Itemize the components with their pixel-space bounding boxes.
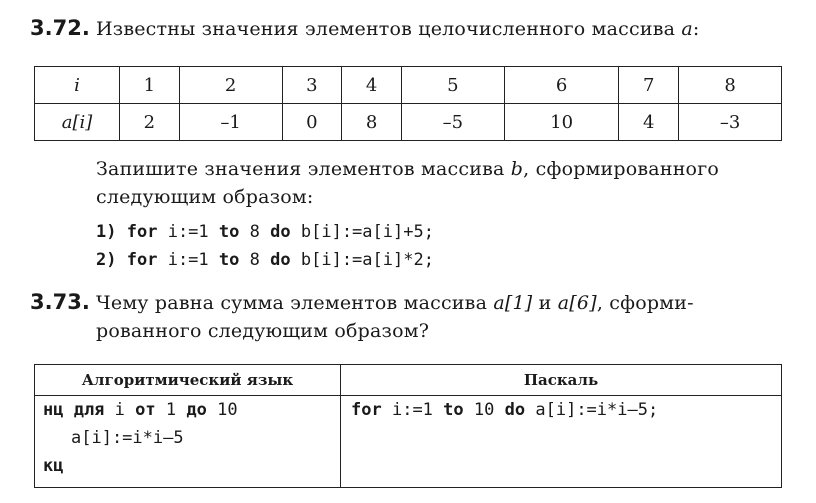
value-cell: 2 bbox=[120, 104, 180, 141]
value-cell: –3 bbox=[679, 104, 782, 141]
value-cell: –1 bbox=[179, 104, 282, 141]
alg-code-line-2: a[i]:=i*i–5 bbox=[71, 428, 184, 448]
code-init: i:=1 bbox=[391, 400, 433, 420]
array-ref-1: a[1] bbox=[493, 292, 533, 314]
index-cell: 3 bbox=[282, 67, 342, 104]
keyword-to: to bbox=[218, 250, 240, 270]
code-init: i:=1 bbox=[167, 250, 209, 270]
array-var-a: a bbox=[681, 18, 693, 40]
code-number: 2) bbox=[96, 250, 117, 270]
instruction-text-tail: , сформированного bbox=[523, 158, 719, 180]
value-row bbox=[35, 104, 782, 141]
keyword-for: for bbox=[126, 222, 158, 242]
alg-code-line-3: кц bbox=[43, 456, 64, 476]
index-cell: 7 bbox=[619, 67, 679, 104]
code-init: i:=1 bbox=[167, 222, 209, 242]
code-body: a[i]:=i*i–5; bbox=[535, 400, 659, 420]
col-pascal: Паскаль bbox=[341, 365, 782, 396]
conjunction: и bbox=[538, 292, 552, 314]
code-comparison-table bbox=[34, 364, 782, 488]
value-cell: 0 bbox=[282, 104, 342, 141]
colon: : bbox=[692, 18, 700, 40]
keyword-for: for bbox=[351, 400, 382, 420]
code-limit: 8 bbox=[249, 250, 260, 270]
keyword-do: do bbox=[270, 250, 291, 270]
code-line-1 bbox=[96, 222, 434, 242]
instruction-line-2: следующим образом: bbox=[96, 186, 314, 208]
problem-372-number: 3.72. bbox=[30, 16, 90, 40]
index-cell: 6 bbox=[504, 67, 619, 104]
index-cell: 5 bbox=[401, 67, 504, 104]
alg-code-line-1 bbox=[43, 400, 238, 420]
index-cell: 4 bbox=[342, 67, 402, 104]
keyword-to: to bbox=[218, 222, 240, 242]
value-cell: 4 bbox=[619, 104, 679, 141]
pascal-code-cell bbox=[341, 396, 782, 488]
problem-373-text-tail: , сформи- bbox=[596, 292, 694, 314]
index-header: i bbox=[35, 67, 120, 104]
keyword-to: to bbox=[443, 400, 464, 420]
instruction-line-1 bbox=[96, 158, 719, 180]
index-cell: 2 bbox=[179, 67, 282, 104]
code-line-2 bbox=[96, 250, 434, 270]
pascal-code-line bbox=[351, 400, 658, 420]
table-header-row bbox=[35, 365, 782, 396]
problem-373-line-1 bbox=[96, 292, 694, 314]
index-cell: 8 bbox=[679, 67, 782, 104]
algorithmic-code-cell bbox=[35, 396, 341, 488]
keyword-loop-start: нц для bbox=[43, 400, 105, 420]
code-body: b[i]:=a[i]+5; bbox=[300, 222, 434, 242]
problem-373-text: Чему равна сумма элементов массива bbox=[96, 292, 488, 314]
code-body: b[i]:=a[i]*2; bbox=[300, 250, 434, 270]
array-a-table bbox=[34, 66, 782, 141]
problem-373-line-2: рованного следующим образом? bbox=[96, 320, 430, 342]
index-cell: 1 bbox=[120, 67, 180, 104]
instruction-text: Запишите значения элементов массива bbox=[96, 158, 505, 180]
value-cell: 10 bbox=[504, 104, 619, 141]
keyword-do: do bbox=[270, 222, 291, 242]
col-algorithmic-language: Алгоритмический язык bbox=[35, 365, 341, 396]
array-ref-6: a[6] bbox=[557, 292, 597, 314]
keyword-from: от bbox=[135, 400, 156, 420]
problem-373-number: 3.73. bbox=[30, 290, 90, 314]
value-cell: 8 bbox=[342, 104, 402, 141]
loop-start: 1 bbox=[165, 400, 177, 420]
value-cell: –5 bbox=[401, 104, 504, 141]
keyword-for: for bbox=[126, 250, 158, 270]
code-limit: 10 bbox=[473, 400, 495, 420]
index-row bbox=[35, 67, 782, 104]
keyword-until: до bbox=[186, 400, 207, 420]
loop-end: 10 bbox=[217, 400, 238, 420]
loop-var: i bbox=[114, 400, 125, 420]
problem-372-statement: Известны значения элементов целочисленного массива bbox=[96, 18, 676, 40]
table-code-row bbox=[35, 396, 782, 488]
problem-372-text bbox=[96, 18, 700, 40]
array-var-b: b bbox=[510, 158, 524, 180]
code-limit: 8 bbox=[249, 222, 260, 242]
value-row-label: a[i] bbox=[35, 104, 120, 141]
code-number: 1) bbox=[96, 222, 117, 242]
keyword-do: do bbox=[504, 400, 526, 420]
